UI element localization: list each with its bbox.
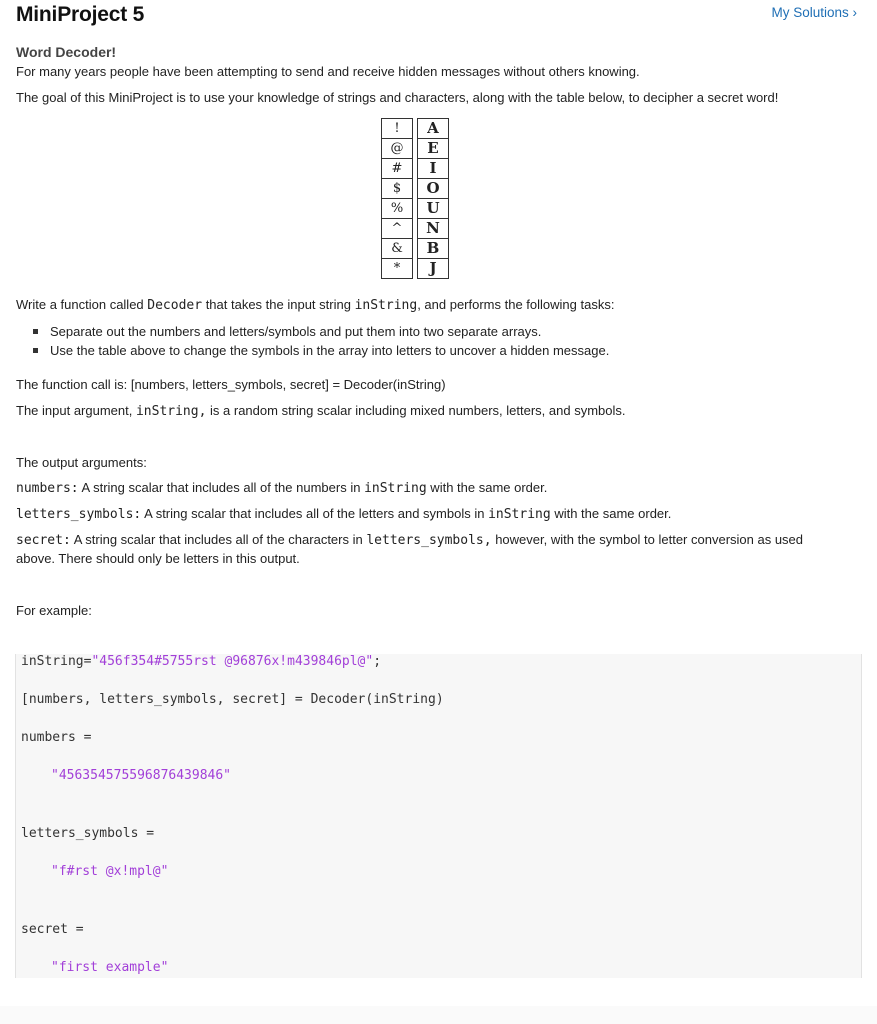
cipher-letter: B xyxy=(418,239,449,259)
code-line: letters_symbols = xyxy=(21,826,155,841)
cipher-table xyxy=(381,118,449,279)
task-bullet: Use the table above to change the symbols in the array into letters to uncover a hidden message. xyxy=(50,343,610,358)
function-call-text: The function call is: [numbers, letters_symbols, secret] = Decoder(inString) xyxy=(16,377,446,392)
output-numbers xyxy=(16,478,547,498)
cipher-letter: E xyxy=(418,139,449,159)
cipher-letter: A xyxy=(418,119,449,139)
code-inline: inString, xyxy=(135,404,207,419)
code-inline: letters_symbols: xyxy=(16,507,142,522)
cipher-letter: I xyxy=(418,159,449,179)
outputs-heading: The output arguments: xyxy=(16,455,147,470)
cipher-row xyxy=(382,199,449,219)
output-letters-symbols xyxy=(16,504,671,524)
cipher-symbol: & xyxy=(382,239,413,259)
section-heading: Word Decoder! xyxy=(16,44,117,60)
cipher-letter: N xyxy=(418,219,449,239)
code-token: ; xyxy=(373,654,382,669)
task-text: , and performs the following tasks: xyxy=(417,297,615,312)
output-secret xyxy=(16,530,803,550)
cipher-letter: U xyxy=(418,199,449,219)
cipher-letter: J xyxy=(418,259,449,279)
intro-paragraph-2: The goal of this MiniProject is to use your knowledge of strings and characters, along with the table below, to decipher a secret word! xyxy=(16,90,779,105)
text: with the same order. xyxy=(550,506,672,521)
code-inline: inString xyxy=(488,507,551,522)
cipher-symbol: % xyxy=(382,199,413,219)
text: with the same order. xyxy=(426,480,548,495)
cipher-symbol: ! xyxy=(382,119,413,139)
code-inline: secret: xyxy=(16,533,71,548)
my-solutions-link[interactable]: My Solutions › xyxy=(771,5,857,20)
cipher-row xyxy=(382,119,449,139)
code-string: "first example" xyxy=(51,960,169,975)
task-description xyxy=(16,295,614,315)
arg-name: inString xyxy=(354,298,418,313)
footer-band xyxy=(0,1006,877,1024)
text: The input argument, xyxy=(16,403,136,418)
input-arg-text xyxy=(16,401,626,421)
cipher-symbol: # xyxy=(382,159,413,179)
cipher-row xyxy=(382,239,449,259)
task-text: that takes the input string xyxy=(202,297,355,312)
code-line: numbers = xyxy=(21,730,92,745)
task-bullet: Separate out the numbers and letters/symbols and put them into two separate arrays. xyxy=(50,322,609,341)
code-string: "f#rst @x!mpl@" xyxy=(51,864,169,879)
code-token: inString= xyxy=(21,654,92,669)
cipher-row xyxy=(382,179,449,199)
cipher-row xyxy=(382,259,449,279)
code-inline: numbers: xyxy=(16,481,79,496)
code-line: [numbers, letters_symbols, secret] = Decoder(inString) xyxy=(21,692,444,707)
cipher-symbol: ^ xyxy=(382,219,413,239)
cipher-row xyxy=(382,219,449,239)
task-list xyxy=(16,322,609,360)
cipher-row xyxy=(382,139,449,159)
cipher-symbol: $ xyxy=(382,179,413,199)
cipher-row xyxy=(382,159,449,179)
task-text: Write a function called xyxy=(16,297,148,312)
code-inline: inString xyxy=(364,481,427,496)
function-name: Decoder xyxy=(147,298,203,313)
code-inline: letters_symbols, xyxy=(366,533,492,548)
text: A string scalar that includes all of the characters in xyxy=(70,532,367,547)
cipher-symbol: * xyxy=(382,259,413,279)
output-secret-line2: above. There should only be letters in this output. xyxy=(16,551,300,566)
intro-paragraph-1: For many years people have been attempting to send and receive hidden messages without others knowing. xyxy=(16,64,640,79)
text: however, with the symbol to letter conversion as used xyxy=(491,532,804,547)
code-string: "456f354#5755rst @96876x!m439846pl@" xyxy=(91,654,374,669)
example-code-block xyxy=(15,654,862,978)
cipher-letter: O xyxy=(418,179,449,199)
code-line: secret = xyxy=(21,922,84,937)
text: A string scalar that includes all of the letters and symbols in xyxy=(141,506,489,521)
code-string: "456354575596876439846" xyxy=(51,768,232,783)
text: is a random string scalar including mixed numbers, letters, and symbols. xyxy=(206,403,626,418)
cipher-symbol: @ xyxy=(382,139,413,159)
example-label: For example: xyxy=(16,603,92,618)
page-title: MiniProject 5 xyxy=(16,3,145,26)
code-line xyxy=(21,654,381,669)
text: A string scalar that includes all of the numbers in xyxy=(78,480,365,495)
